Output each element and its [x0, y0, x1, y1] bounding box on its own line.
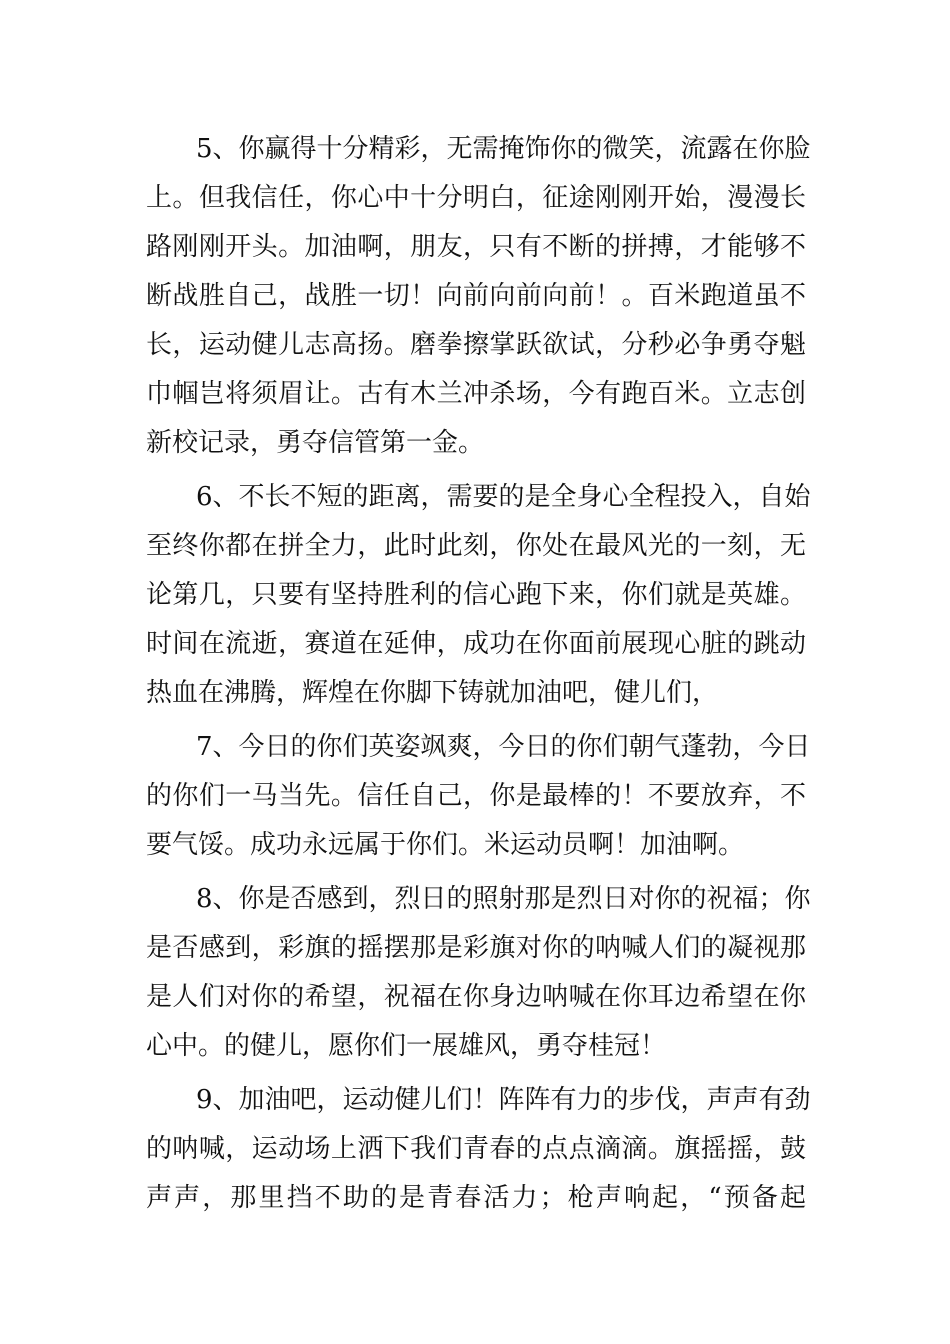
- text-line: 9、加油吧，运动健儿们！阵阵有力的步伐，声声有劲: [196, 1085, 811, 1115]
- text-line: 5、你赢得十分精彩，无需掩饰你的微笑，流露在你脸: [196, 134, 811, 164]
- text-line: 心中。的健儿，愿你们一展雄风，勇夺桂冠！: [146, 1031, 667, 1061]
- text-line: 路刚刚开头。加油啊，朋友，只有不断的拼搏，才能够不: [146, 232, 806, 262]
- text-line: 热血在沸腾，辉煌在你脚下铸就加油吧，健儿们，: [146, 678, 719, 708]
- text-line: 是人们对你的希望，祝福在你身边呐喊在你耳边希望在你: [146, 982, 806, 1012]
- text-line: 声声，那里挡不助的是青春活力；枪声响起，“预备起: [146, 1183, 806, 1213]
- text-line: 是否感到，彩旗的摇摆那是彩旗对你的呐喊人们的凝视那: [146, 933, 806, 963]
- text-line: 长，运动健儿志高扬。磨拳擦掌跃欲试，分秒必争勇夺魁: [146, 330, 806, 360]
- text-line: 至终你都在拼全力，此时此刻，你处在最风光的一刻，无: [146, 531, 806, 561]
- text-line: 8、你是否感到，烈日的照射那是烈日对你的祝福；你: [196, 884, 811, 914]
- text-line: 断战胜自己，战胜一切！向前向前向前！。百米跑道虽不: [146, 281, 806, 311]
- text-line: 论第几，只要有坚持胜利的信心跑下来，你们就是英雄。: [146, 580, 806, 610]
- text-line: 7、今日的你们英姿飒爽，今日的你们朝气蓬勃，今日: [196, 732, 811, 762]
- text-line: 上。但我信任，你心中十分明白，征途刚刚开始，漫漫长: [146, 183, 806, 213]
- text-line: 时间在流逝，赛道在延伸，成功在你面前展现心脏的跳动: [146, 629, 806, 659]
- text-line: 新校记录，勇夺信管第一金。: [146, 428, 485, 458]
- text-line: 要气馁。成功永远属于你们。米运动员啊！加油啊。: [146, 830, 745, 860]
- text-line: 巾帼岂将须眉让。古有木兰冲杀场，今有跑百米。立志创: [146, 379, 806, 409]
- text-line: 6、不长不短的距离，需要的是全身心全程投入，自始: [196, 482, 811, 512]
- text-line: 的你们一马当先。信任自己，你是最棒的！不要放弃，不: [146, 781, 806, 811]
- text-line: 的呐喊，运动场上洒下我们青春的点点滴滴。旗摇摇，鼓: [146, 1134, 806, 1164]
